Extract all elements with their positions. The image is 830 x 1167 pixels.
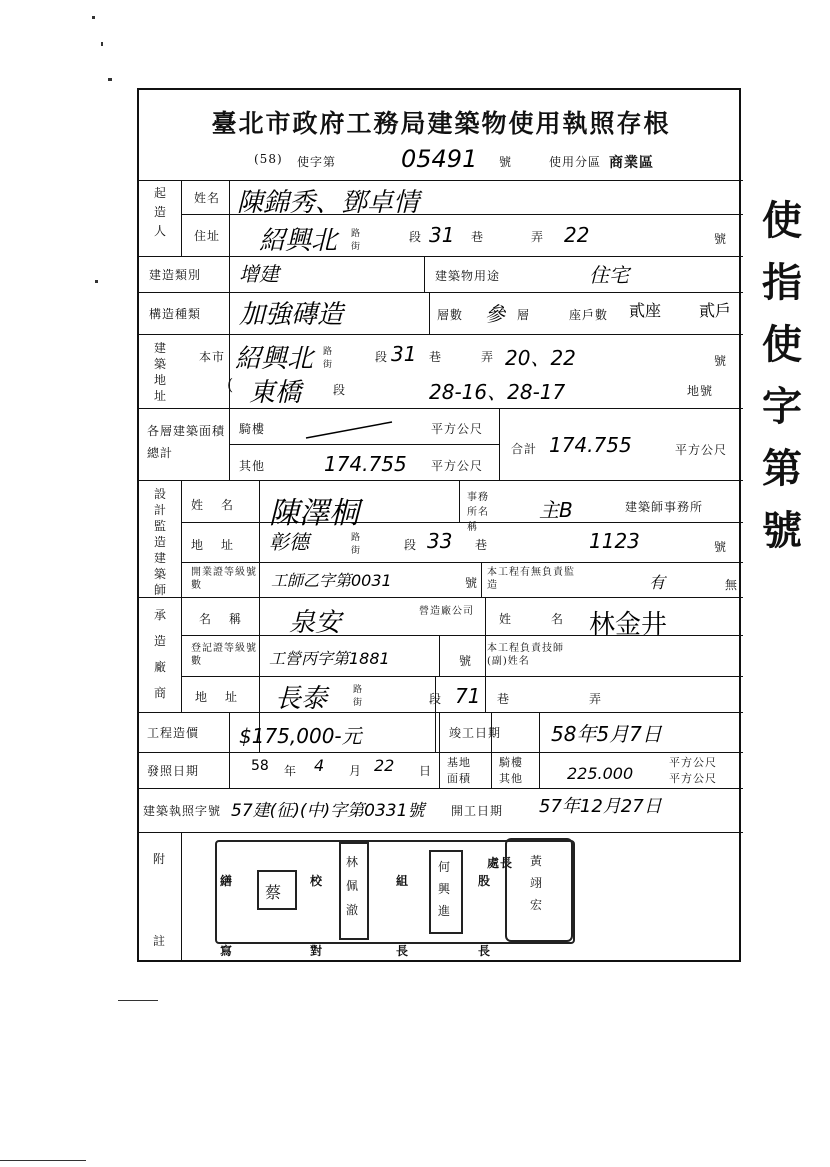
col-divider	[424, 256, 425, 292]
area-total-label: 合計	[511, 442, 538, 456]
floors-value: 參	[485, 302, 505, 326]
col-divider	[459, 480, 460, 522]
lu-jie: 路街	[351, 229, 362, 252]
nong: 弄	[531, 230, 545, 244]
issue-day: 22	[374, 756, 395, 775]
designer-office-label: 事務所名稱	[467, 492, 489, 533]
stamp-label-writer: 繕寫	[219, 874, 232, 958]
hao: 號	[714, 232, 728, 246]
contractor-person-label: 姓名	[499, 612, 604, 626]
start-label: 開工日期	[451, 804, 504, 818]
designer-hao: 號	[714, 540, 728, 554]
area-col-a: 騎樓	[239, 422, 266, 436]
area-group-label: 各層建築面積總計	[147, 424, 226, 460]
complete-value: 58年5月7日	[551, 722, 662, 746]
col-divider	[181, 832, 182, 962]
row-divider	[139, 832, 743, 833]
area-total-unit: 平方公尺	[675, 443, 728, 457]
designer-relation-value: 有	[649, 573, 666, 592]
applicant-address-street: 紹興北	[259, 226, 338, 256]
duan: 段	[409, 230, 423, 244]
col-divider	[435, 676, 436, 752]
designer-name-value: 陳澤桐	[269, 496, 359, 531]
site-paren-open: (	[227, 375, 235, 394]
base-label: 基地面積	[447, 756, 471, 785]
contractor-addr-value: 長泰	[275, 684, 328, 714]
col-divider	[485, 597, 486, 712]
site-lots: 28-16、28-17	[429, 380, 566, 404]
contractor-reg-label: 登記證等級號數	[191, 643, 257, 667]
structure-value: 加強磚造	[239, 300, 344, 330]
floors-label: 層數	[437, 308, 464, 322]
other-label: 其他	[499, 772, 523, 785]
designer-lu-jie: 路街	[351, 533, 362, 556]
permit-value: 57建(征)(中)字第0331號	[231, 801, 425, 821]
arcade-label: 騎樓	[499, 756, 523, 769]
contractor-reg-hao: 號	[459, 654, 473, 668]
stamp-label-chief: 處長	[487, 856, 514, 870]
scan-speck	[118, 1000, 158, 1001]
contractor-name-label: 名稱	[199, 612, 260, 626]
license-word: 使字第	[297, 155, 337, 169]
stamp-label-proof: 校對	[309, 874, 322, 958]
site-num: 20、22	[505, 346, 576, 370]
designer-addr-value: 彰德	[269, 530, 309, 554]
contractor-addr-no: 71	[455, 684, 481, 708]
contractor-xiang: 巷	[497, 692, 511, 706]
site-lu-jie: 路街	[323, 347, 334, 370]
seal-name: 蔡	[265, 883, 283, 902]
other-value: 225.000	[567, 764, 634, 783]
issue-year: 58	[251, 758, 269, 774]
col-divider	[539, 712, 540, 788]
build-use-value: 住宅	[589, 263, 629, 287]
site-duan2: 段	[333, 383, 347, 397]
area-col-b: 其他	[239, 459, 266, 473]
issue-ri: 日	[419, 764, 433, 778]
contractor-reg-value: 工營丙字第1881	[269, 649, 390, 668]
contractor-person-value: 林金井	[589, 610, 668, 640]
license-number: 05491	[401, 145, 478, 173]
build-type-value: 增建	[239, 262, 279, 286]
designer-relation-wu: 無	[725, 578, 739, 592]
applicant-address-no: 31	[429, 223, 455, 247]
use-zone-value: 商業區	[609, 155, 654, 171]
site-no: 31	[391, 342, 417, 366]
build-use-label: 建築物用途	[435, 269, 501, 283]
site-section: 東橋	[249, 378, 302, 408]
row-divider	[139, 597, 743, 598]
page-title: 臺北市政府工務局建築物使用執照存根	[211, 109, 671, 138]
issue-nian: 年	[284, 764, 298, 778]
col-divider	[181, 480, 182, 712]
scan-speck	[101, 42, 103, 46]
contractor-tech-label: 本工程負責技師(副)姓名	[487, 643, 564, 667]
year-prefix: (58)	[254, 152, 283, 166]
site-dihao: 地號	[687, 384, 714, 398]
row-divider	[229, 444, 499, 445]
stamp-label-section: 股長	[477, 874, 490, 958]
units-label: 座戶數	[569, 308, 609, 322]
issue-yue: 月	[349, 764, 363, 778]
area-unit-b: 平方公尺	[431, 459, 484, 473]
cost-label: 工程造價	[147, 726, 200, 740]
contractor-group-label: 承造廠商	[153, 608, 166, 700]
designer-group-label: 設計監造建築師	[153, 487, 166, 597]
site-hao: 號	[714, 354, 728, 368]
row-divider	[181, 676, 743, 677]
complete-label: 竣工日期	[449, 726, 502, 740]
col-divider	[429, 292, 430, 334]
structure-label: 構造種類	[149, 307, 202, 321]
designer-relation-label: 本工程有無負責監造	[487, 567, 575, 591]
remarks-label-bottom: 註	[153, 934, 167, 948]
issue-label: 發照日期	[147, 764, 200, 778]
site-city: 本市	[199, 350, 226, 364]
license-hao: 號	[499, 155, 513, 169]
right-margin-text: 使指使字第號	[762, 197, 802, 554]
col-divider	[229, 180, 230, 408]
contractor-company-label: 營造廠公司	[419, 606, 474, 617]
designer-license-hao: 號	[465, 576, 479, 590]
col-divider	[181, 180, 182, 256]
col-divider	[439, 712, 440, 788]
designer-name-label: 姓名	[191, 498, 252, 512]
designer-office-suffix: 建築師事務所	[625, 500, 704, 514]
seal-name: 黃翊宏	[529, 854, 542, 912]
site-group-label: 建築地址	[153, 341, 166, 403]
contractor-nong: 弄	[589, 692, 603, 706]
use-zone-label: 使用分區	[549, 155, 602, 169]
site-xiang: 巷	[429, 350, 443, 364]
row-divider	[181, 562, 743, 563]
ceng: 層	[517, 308, 531, 322]
seal-name: 林佩澈	[345, 855, 358, 917]
cost-value: $175,000-元	[239, 724, 362, 748]
applicant-name-label: 姓名	[194, 191, 221, 205]
license-stub-form	[137, 88, 741, 962]
units-value-2: 貳戶	[699, 301, 732, 320]
contractor-addr-label: 地址	[195, 690, 256, 704]
col-divider	[259, 480, 260, 752]
start-value: 57年12月27日	[539, 796, 662, 817]
area-value-b: 174.755	[324, 452, 407, 476]
site-duan: 段	[375, 350, 389, 364]
row-divider	[139, 788, 743, 789]
designer-duan: 段	[404, 538, 418, 552]
row-divider	[139, 480, 743, 481]
scan-speck	[95, 280, 98, 283]
site-street: 紹興北	[235, 344, 314, 374]
arcade-unit: 平方公尺	[669, 756, 717, 769]
xiang: 巷	[471, 230, 485, 244]
designer-office-value: 主B	[539, 498, 573, 522]
build-type-label: 建造類別	[149, 268, 202, 282]
area-strike-line	[304, 420, 394, 440]
permit-label: 建築執照字號	[143, 804, 222, 818]
col-divider	[229, 408, 230, 480]
remarks-label-top: 附	[153, 852, 167, 866]
contractor-duan: 段	[429, 692, 443, 706]
applicant-address-num: 22	[564, 223, 590, 247]
applicant-name-value: 陳錦秀、鄧卓情	[237, 188, 420, 218]
other-unit: 平方公尺	[669, 772, 717, 785]
designer-addr-num: 1123	[589, 529, 640, 553]
designer-license-label: 開業證等級號數	[191, 567, 257, 591]
contractor-lu-jie: 路街	[353, 685, 364, 708]
contractor-name-value: 泉安	[289, 608, 342, 638]
seal-name: 何興進	[437, 860, 450, 918]
area-unit-a: 平方公尺	[431, 422, 484, 436]
col-divider	[439, 635, 440, 676]
col-divider	[229, 712, 230, 788]
designer-addr-no: 33	[427, 529, 453, 553]
scan-speck	[0, 1160, 86, 1161]
applicant-group-label: 起造人	[153, 186, 166, 238]
row-divider	[181, 522, 743, 523]
designer-license-value: 工師乙字第0031	[271, 571, 392, 590]
applicant-address-label: 住址	[194, 229, 221, 243]
col-divider	[499, 408, 500, 480]
stamp-label-team: 組長	[395, 874, 408, 958]
scan-speck	[108, 78, 112, 81]
designer-addr-label: 地址	[191, 538, 252, 552]
designer-xiang: 巷	[475, 538, 489, 552]
units-value: 貳座	[629, 301, 662, 320]
site-nong: 弄	[481, 350, 495, 364]
scan-speck	[92, 16, 95, 19]
col-divider	[481, 562, 482, 597]
area-total-value: 174.755	[549, 433, 632, 457]
issue-month: 4	[314, 756, 325, 775]
